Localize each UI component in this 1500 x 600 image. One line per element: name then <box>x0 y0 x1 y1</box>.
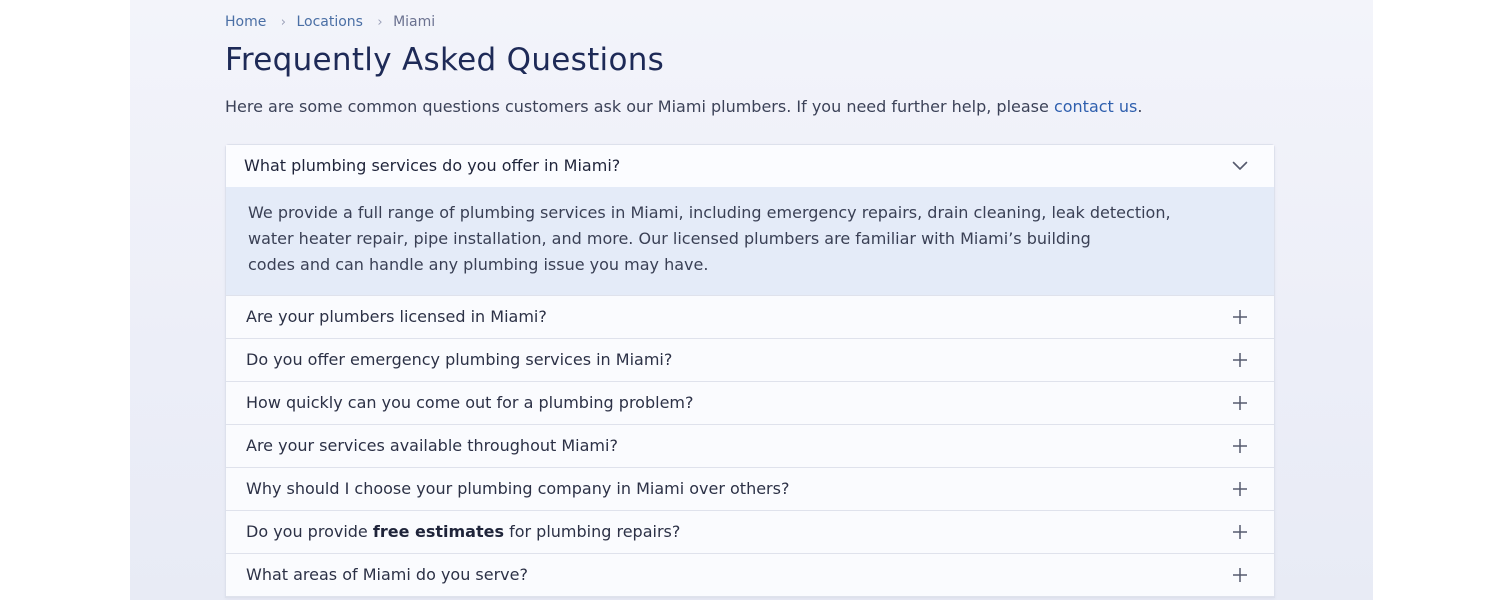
faq-accordion <box>225 144 1275 598</box>
faq-question-licensed[interactable] <box>226 296 1274 338</box>
faq-question-label: How quickly can you come out for a plumbing problem? <box>246 393 694 412</box>
faq-question-areas[interactable] <box>226 554 1274 596</box>
chevron-down-icon[interactable] <box>1230 145 1250 187</box>
faq-item <box>226 382 1274 425</box>
faq-question-text: for plumbing repairs? <box>503 522 681 541</box>
plus-icon[interactable] <box>1230 296 1250 338</box>
intro-text <box>225 97 1142 116</box>
breadcrumb-home[interactable]: Home <box>225 14 267 30</box>
plus-icon[interactable] <box>1230 511 1250 553</box>
plus-icon[interactable] <box>1230 468 1250 510</box>
faq-question-label <box>246 522 680 541</box>
plus-icon[interactable] <box>1230 554 1250 596</box>
faq-answer-line: We provide a full range of plumbing services in Miami, including emergency repairs, drain cleaning, leak detection, <box>248 203 1171 222</box>
breadcrumb <box>225 14 435 30</box>
faq-answer-line: water heater repair, pipe installation, and more. Our licensed plumbers are familiar with Miami’s building <box>248 229 1091 248</box>
faq-item-open <box>226 145 1274 296</box>
faq-item <box>226 425 1274 468</box>
faq-question-label: Are your plumbers licensed in Miami? <box>246 307 547 326</box>
faq-item <box>226 339 1274 382</box>
faq-question-why-choose[interactable] <box>226 468 1274 510</box>
faq-question-estimates[interactable] <box>226 511 1274 553</box>
faq-question-label: Do you offer emergency plumbing services in Miami? <box>246 350 673 369</box>
plus-icon[interactable] <box>1230 382 1250 424</box>
faq-item <box>226 296 1274 339</box>
faq-question-label: What areas of Miami do you serve? <box>246 565 528 584</box>
chevron-right-icon: › <box>377 15 383 30</box>
chevron-right-icon: › <box>280 15 286 30</box>
faq-question-label: Are your services available throughout Miami? <box>246 436 618 455</box>
breadcrumb-current: Miami <box>393 14 436 30</box>
faq-question-availability[interactable] <box>226 425 1274 467</box>
page-background <box>130 0 1373 600</box>
intro-end: . <box>1137 97 1143 116</box>
breadcrumb-locations[interactable]: Locations <box>296 14 363 30</box>
faq-question-response-time[interactable] <box>226 382 1274 424</box>
faq-question-label: What plumbing services do you offer in Miami? <box>244 156 621 175</box>
page-title: Frequently Asked Questions <box>225 42 665 78</box>
contact-us-link[interactable]: contact us <box>1053 97 1138 116</box>
faq-question-emergency[interactable] <box>226 339 1274 381</box>
intro-body: Here are some common questions customers ask our Miami plumbers. If you need further help, please <box>225 97 1054 116</box>
faq-question-services[interactable] <box>226 145 1274 187</box>
faq-answer-line: codes and can handle any plumbing issue you may have. <box>248 255 709 274</box>
faq-item <box>226 468 1274 511</box>
faq-item <box>226 511 1274 554</box>
faq-answer <box>226 187 1274 295</box>
faq-question-label: Why should I choose your plumbing company in Miami over others? <box>246 479 790 498</box>
plus-icon[interactable] <box>1230 339 1250 381</box>
faq-question-text: Do you provide <box>246 522 373 541</box>
plus-icon[interactable] <box>1230 425 1250 467</box>
faq-item <box>226 554 1274 597</box>
faq-question-emphasis: free estimates <box>372 522 504 541</box>
